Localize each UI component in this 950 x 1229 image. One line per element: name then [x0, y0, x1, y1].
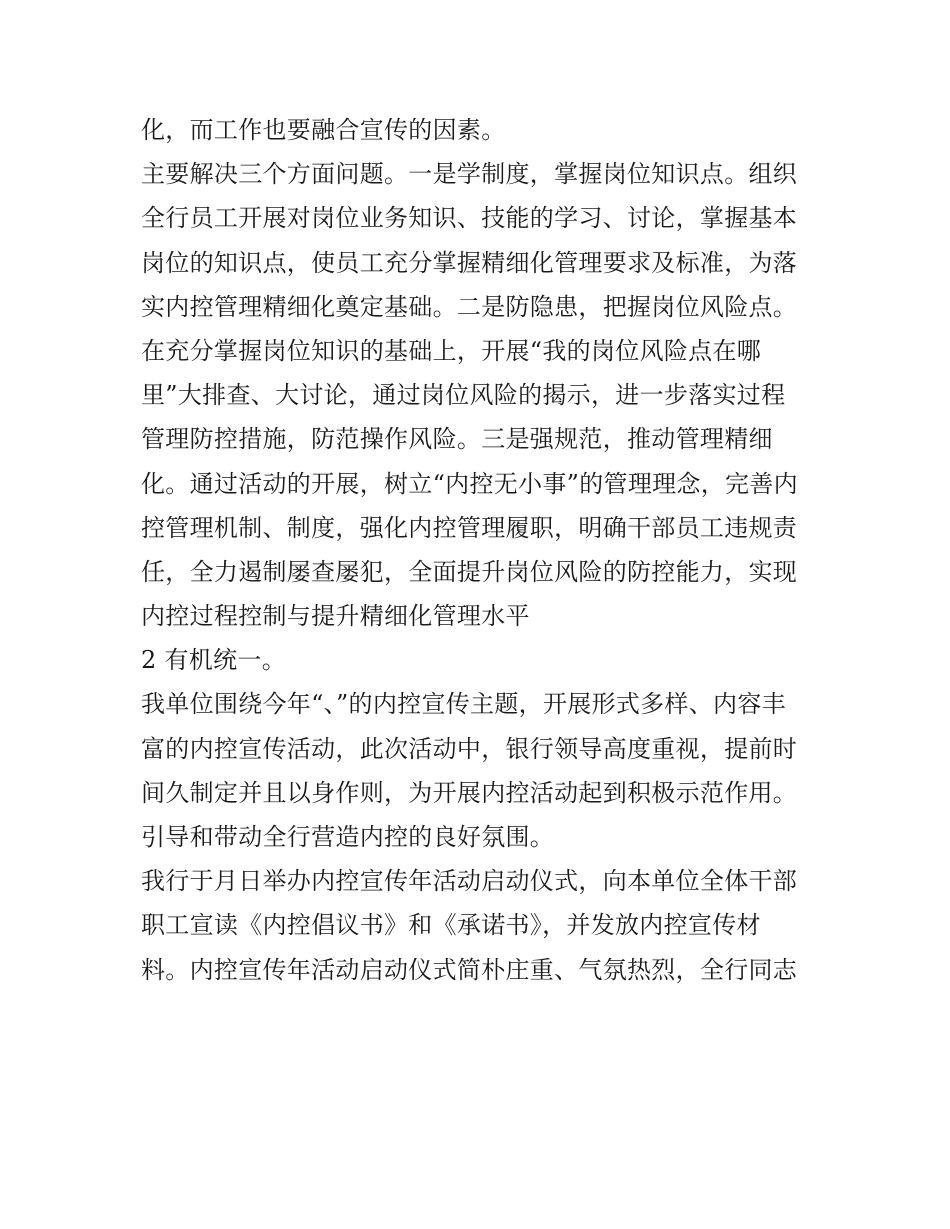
text-line: 实内控管理精细化奠定基础。二是防隐患，把握岗位风险点。 [141, 292, 798, 321]
text-line: 富的内控宣传活动，此次活动中，银行领导高度重视，提前时 [141, 734, 798, 763]
text-line: 管理防控措施，防范操作风险。三是强规范，推动管理精细 [141, 425, 773, 454]
text-line: 2 有机统一。 [141, 646, 286, 675]
text-line: 岗位的知识点，使员工充分掌握精细化管理要求及标准，为落 [141, 248, 798, 277]
text-line: 职工宣读《内控倡议书》和《承诺书》，并发放内控宣传材 [141, 911, 761, 940]
text-line: 里”大排查、大讨论，通过岗位风险的揭示，进一步落实过程 [141, 381, 786, 410]
body-text [141, 108, 821, 992]
text-line: 主要解决三个方面问题。一是学制度，掌握岗位知识点。组织 [141, 160, 798, 189]
text-line: 化。通过活动的开展，树立“内控无小事”的管理理念，完善内 [141, 469, 798, 498]
text-line: 在充分掌握岗位知识的基础上，开展“我的岗位风险点在哪 [141, 336, 762, 365]
text-line: 我单位围绕今年“、”的内控宣传主题，开展形式多样、内容丰 [141, 690, 786, 719]
text-line: 内控过程控制与提升精细化管理水平 [141, 602, 530, 631]
text-line: 控管理机制、制度，强化内控管理履职，明确干部员工违规责 [141, 513, 798, 542]
text-line: 料。内控宣传年活动启动仪式简朴庄重、气氛热烈，全行同志 [141, 955, 798, 984]
text-line: 间久制定并且以身作则，为开展内控活动起到积极示范作用。 [141, 778, 798, 807]
text-line: 化，而工作也要融合宣传的因素。 [141, 116, 506, 144]
text-line: 任，全力遏制屡查屡犯，全面提升岗位风险的防控能力，实现 [141, 557, 798, 586]
text-line: 全行员工开展对岗位业务知识、技能的学习、讨论，掌握基本 [141, 204, 798, 233]
text-line: 我行于月日举办内控宣传年活动启动仪式，向本单位全体干部 [141, 867, 798, 896]
text-line: 引导和带动全行营造内控的良好氛围。 [141, 823, 555, 851]
